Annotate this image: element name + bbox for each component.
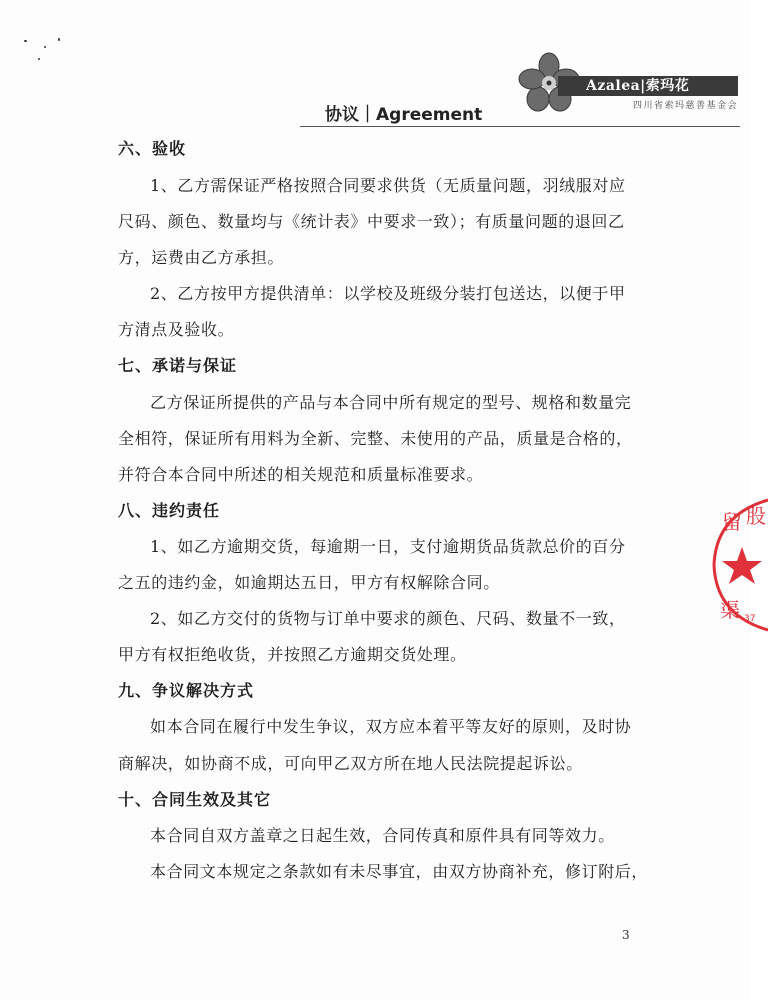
text-line: 本合同文本规定之条款如有未尽事宜，由双方协商补充，修订附后， xyxy=(150,862,649,881)
text-line: 2、乙方按甲方提供清单：以学校及班级分装打包送达，以便于甲 xyxy=(150,284,626,303)
text-line: 方，运费由乙方承担。 xyxy=(118,248,285,267)
text-line: 并符合本合同中所述的相关规范和质量标准要求。 xyxy=(118,465,484,484)
text-line: 1、如乙方逾期交货，每逾期一日，支付逾期货品货款总价的百分 xyxy=(150,537,626,556)
scan-speck xyxy=(38,58,40,60)
text-line: 尺码、颜色、数量均与《统计表》中要求一致）；有质量问题的退回乙 xyxy=(118,212,625,231)
seal-char: 股 xyxy=(746,504,766,528)
header-divider xyxy=(300,126,740,127)
seal-char: 渠 xyxy=(720,598,740,622)
scan-speck xyxy=(44,46,46,48)
text-line: 之五的违约金，如逾期达五日，甲方有权解除合同。 xyxy=(118,573,500,592)
header-title: 协议｜Agreement xyxy=(325,105,483,125)
scan-speck xyxy=(58,38,60,41)
logo-text: Azalea|索玛花 xyxy=(558,76,738,96)
red-seal-stamp xyxy=(708,495,768,635)
section-heading: 十、合同生效及其它 xyxy=(118,790,272,809)
text-line: 甲方有权拒绝收货，并按照乙方逾期交货处理。 xyxy=(118,645,467,664)
seal-char: 37 xyxy=(744,614,756,624)
seal-char: 留 xyxy=(722,510,742,534)
page-number: 3 xyxy=(622,928,630,942)
logo-subtitle: 四川省索玛慈善基金会 xyxy=(632,101,738,111)
scan-speck xyxy=(24,40,27,42)
text-line: 方清点及验收。 xyxy=(118,320,235,339)
text-line: 1、乙方需保证严格按照合同要求供货（无质量问题，羽绒服对应 xyxy=(150,176,626,195)
section-heading: 六、验收 xyxy=(118,139,187,158)
text-line: 如本合同在履行中发生争议，双方应本着平等友好的原则，及时协 xyxy=(150,717,632,736)
text-line: 商解决，如协商不成，可向甲乙双方所在地人民法院提起诉讼。 xyxy=(118,754,583,773)
text-line: 乙方保证所提供的产品与本合同中所有规定的型号、规格和数量完 xyxy=(150,393,632,412)
section-heading: 八、违约责任 xyxy=(118,501,221,520)
text-line: 本合同自双方盖章之日起生效，合同传真和原件具有同等效力。 xyxy=(150,826,615,845)
text-line: 全相符，保证所有用料为全新、完整、未使用的产品，质量是合格的， xyxy=(118,429,633,448)
section-heading: 九、争议解决方式 xyxy=(118,681,255,700)
text-line: 2、如乙方交付的货物与订单中要求的颜色、尺码、数量不一致， xyxy=(150,609,626,628)
section-heading: 七、承诺与保证 xyxy=(118,356,238,375)
organization-logo xyxy=(518,52,740,114)
